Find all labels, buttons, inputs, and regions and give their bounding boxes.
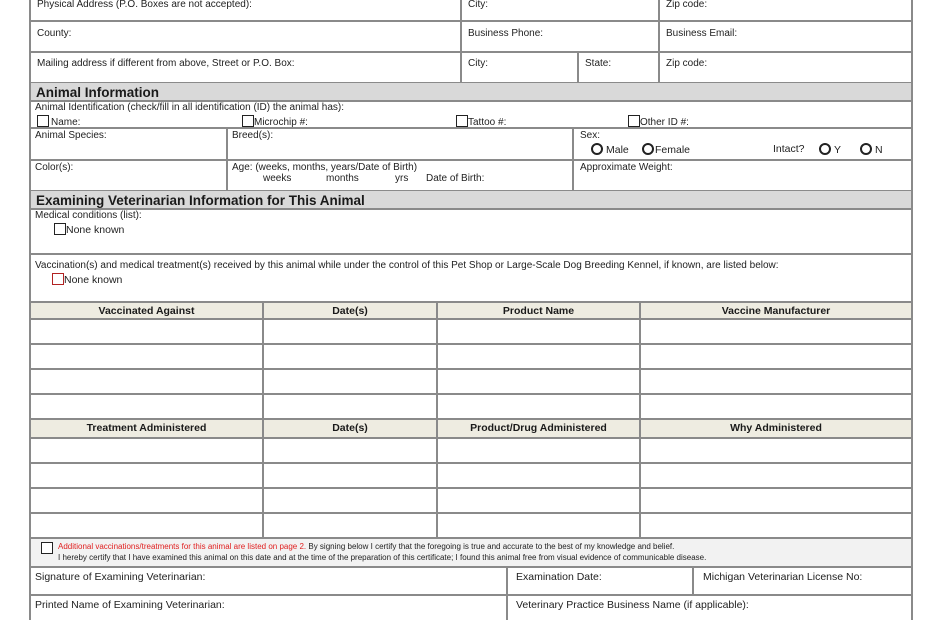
- certification-block: [31, 539, 911, 568]
- breed-field[interactable]: [228, 129, 574, 159]
- male-radio[interactable]: [591, 143, 603, 155]
- col-treatment-dates: Date(s): [264, 420, 438, 437]
- printed-name-field[interactable]: [31, 596, 508, 620]
- business-email-field[interactable]: [660, 22, 911, 51]
- male-label: Male: [606, 144, 629, 156]
- age-months-label: months: [326, 173, 359, 184]
- cell[interactable]: [438, 395, 641, 418]
- mailing-address-field[interactable]: [31, 53, 462, 82]
- intact-yes-radio[interactable]: [819, 143, 831, 155]
- animal-id-instructions: Animal Identification (check/fill in all identification (ID) the animal has):: [35, 102, 345, 113]
- zip-label: Zip code:: [666, 0, 708, 10]
- vaccination-statement-row: [31, 255, 911, 301]
- signature-field[interactable]: [31, 568, 508, 594]
- business-phone-field[interactable]: [462, 22, 660, 51]
- animal-id-row: [31, 102, 911, 129]
- business-email-label: Business Email:: [666, 28, 738, 39]
- signature-row: [31, 568, 911, 596]
- physical-address-label: Physical Address (P.O. Boxes are not accepted):: [37, 0, 252, 10]
- certificate-form: [29, 0, 913, 620]
- cell[interactable]: [438, 439, 641, 462]
- vaccine-table-row: [31, 345, 911, 370]
- age-dob-label: Date of Birth:: [426, 173, 485, 184]
- sex-field: [574, 129, 911, 159]
- id-name-label: Name:: [51, 117, 81, 128]
- female-label: Female: [655, 144, 691, 156]
- cell[interactable]: [641, 464, 911, 487]
- signature-label: Signature of Examining Veterinarian:: [35, 571, 206, 583]
- mailing-zip-label: Zip code:: [666, 58, 708, 69]
- cell[interactable]: [264, 395, 438, 418]
- treatment-table-row: [31, 439, 911, 464]
- cell[interactable]: [31, 320, 264, 343]
- name-checkbox[interactable]: [37, 115, 49, 127]
- animal-information-header: Animal Information: [31, 82, 911, 102]
- id-tattoo-label: Tattoo #:: [468, 117, 507, 128]
- cell[interactable]: [264, 489, 438, 512]
- exam-date-label: Examination Date:: [516, 571, 602, 583]
- col-why-administered: Why Administered: [730, 422, 822, 434]
- sex-label: Sex:: [580, 130, 601, 141]
- female-radio[interactable]: [642, 143, 654, 155]
- species-label: Animal Species:: [35, 130, 107, 141]
- additional-page-checkbox[interactable]: [41, 542, 53, 554]
- microchip-checkbox[interactable]: [242, 115, 254, 127]
- col-product-drug: Product/Drug Administered: [438, 420, 641, 437]
- vaccine-table-row: [31, 320, 911, 345]
- medical-conditions-row[interactable]: [31, 210, 911, 255]
- mailing-zip-field[interactable]: [660, 53, 911, 82]
- id-other-label: Other ID #:: [640, 117, 689, 128]
- cell[interactable]: [31, 464, 264, 487]
- color-age-row: [31, 161, 911, 190]
- cell[interactable]: [438, 345, 641, 368]
- vaccine-table-row: [31, 370, 911, 395]
- sex-female-option[interactable]: [642, 143, 690, 156]
- cell[interactable]: [438, 514, 641, 537]
- cell[interactable]: [438, 320, 641, 343]
- mailing-state-label: State:: [585, 58, 612, 69]
- cell[interactable]: [31, 514, 264, 537]
- license-field[interactable]: [694, 568, 911, 594]
- cell[interactable]: [641, 514, 911, 537]
- cell[interactable]: [264, 320, 438, 343]
- cell[interactable]: [641, 370, 911, 393]
- cell[interactable]: [264, 345, 438, 368]
- vaccination-none-known-label: None known: [64, 274, 123, 286]
- col-treatment-administered: Treatment Administered: [31, 420, 264, 437]
- city-label: City:: [468, 0, 488, 10]
- cell[interactable]: [641, 320, 911, 343]
- additional-note: Additional vaccinations/treatments for this animal are listed on page 2.: [58, 542, 307, 551]
- county-label: County:: [37, 28, 72, 39]
- treatment-table-row: [31, 464, 911, 489]
- medical-conditions-label: Medical conditions (list):: [35, 210, 142, 221]
- address-row: [31, 0, 911, 22]
- certification-line-1: [58, 542, 674, 552]
- intact-no-label: N: [875, 144, 883, 156]
- weight-field[interactable]: [574, 161, 911, 190]
- physical-address-field[interactable]: [31, 0, 462, 20]
- intact-label: Intact?: [773, 143, 805, 155]
- practice-name-field[interactable]: [508, 596, 911, 620]
- intact-no-option[interactable]: [860, 143, 883, 156]
- weight-label: Approximate Weight:: [580, 162, 673, 173]
- col-vaccine-dates: Date(s): [264, 303, 438, 318]
- cell[interactable]: [31, 370, 264, 393]
- cell[interactable]: [31, 395, 264, 418]
- intact-yes-option[interactable]: [819, 143, 841, 156]
- exam-date-field[interactable]: [508, 568, 694, 594]
- printed-name-row: [31, 596, 911, 620]
- mailing-city-field[interactable]: [462, 53, 579, 82]
- cell[interactable]: [641, 345, 911, 368]
- treatment-table-header: [31, 420, 911, 439]
- medical-none-known-checkbox[interactable]: [54, 223, 66, 235]
- color-label: Color(s):: [35, 162, 74, 173]
- city-field[interactable]: [462, 0, 660, 20]
- cell[interactable]: [264, 439, 438, 462]
- cell[interactable]: [31, 345, 264, 368]
- certification-statement: By signing below I certify that the foregoing is true and accurate to the best of my knowledge and belief.: [306, 542, 675, 551]
- mailing-row: [31, 53, 911, 82]
- age-weeks-label: weeks: [263, 173, 292, 184]
- cell[interactable]: [438, 464, 641, 487]
- other-id-checkbox[interactable]: [628, 115, 640, 127]
- color-field[interactable]: [31, 161, 228, 190]
- vaccine-table-row: [31, 395, 911, 420]
- species-row: [31, 129, 911, 161]
- cell[interactable]: [438, 489, 641, 512]
- cell[interactable]: [31, 439, 264, 462]
- cell[interactable]: [641, 439, 911, 462]
- mailing-address-label: Mailing address if different from above, Street or P.O. Box:: [37, 58, 295, 69]
- vaccine-table-header: [31, 301, 911, 320]
- cell[interactable]: [641, 395, 911, 418]
- age-field[interactable]: [228, 161, 574, 190]
- id-microchip-option[interactable]: [242, 115, 308, 129]
- cell[interactable]: [264, 514, 438, 537]
- intact-no-radio[interactable]: [860, 143, 872, 155]
- intact-yes-label: Y: [834, 144, 842, 156]
- zip-field[interactable]: [660, 0, 911, 20]
- species-field[interactable]: [31, 129, 228, 159]
- cell[interactable]: [641, 489, 911, 512]
- vaccination-none-known-option[interactable]: [52, 273, 122, 286]
- mailing-state-field[interactable]: [579, 53, 660, 82]
- id-name-option[interactable]: [37, 115, 80, 129]
- col-product-name: Product Name: [438, 303, 641, 318]
- license-label: Michigan Veterinarian License No:: [703, 571, 863, 583]
- county-row: [31, 22, 911, 53]
- medical-none-known-option[interactable]: [54, 223, 124, 236]
- breed-label: Breed(s):: [232, 130, 274, 141]
- col-vaccine-manufacturer: Vaccine Manufacturer: [721, 305, 831, 317]
- id-microchip-label: Microchip #:: [254, 117, 308, 128]
- certification-line-2: I hereby certify that I have examined this animal on this date and at the time of the preparation of this certificate; I found this animal free from visual evidence of communicable disease.: [58, 553, 707, 562]
- age-yrs-label: yrs: [395, 173, 409, 184]
- cell[interactable]: [31, 489, 264, 512]
- mailing-city-label: City:: [468, 58, 488, 69]
- business-phone-label: Business Phone:: [468, 28, 544, 39]
- id-tattoo-option[interactable]: [456, 115, 506, 129]
- medical-none-known-label: None known: [66, 224, 125, 236]
- age-label: Age: (weeks, months, years/Date of Birth): [232, 162, 418, 173]
- col-vaccinated-against: Vaccinated Against: [31, 303, 264, 318]
- printed-name-label: Printed Name of Examining Veterinarian:: [35, 599, 225, 611]
- tattoo-checkbox[interactable]: [456, 115, 468, 127]
- id-other-option[interactable]: [628, 115, 689, 129]
- vaccination-statement: Vaccination(s) and medical treatment(s) received by this animal while under the control of this Pet Shop or Large-Scale Dog Breeding Kennel, if known, are listed below:: [35, 260, 779, 271]
- cell[interactable]: [438, 370, 641, 393]
- vaccination-none-known-checkbox[interactable]: [52, 273, 64, 285]
- vet-information-header: Examining Veterinarian Information for This Animal: [31, 190, 911, 210]
- treatment-table-row: [31, 489, 911, 514]
- sex-male-option[interactable]: [591, 143, 629, 156]
- county-field[interactable]: [31, 22, 462, 51]
- cell[interactable]: [264, 370, 438, 393]
- cell[interactable]: [264, 464, 438, 487]
- practice-name-label: Veterinary Practice Business Name (if applicable):: [516, 599, 749, 611]
- treatment-table-row: [31, 514, 911, 539]
